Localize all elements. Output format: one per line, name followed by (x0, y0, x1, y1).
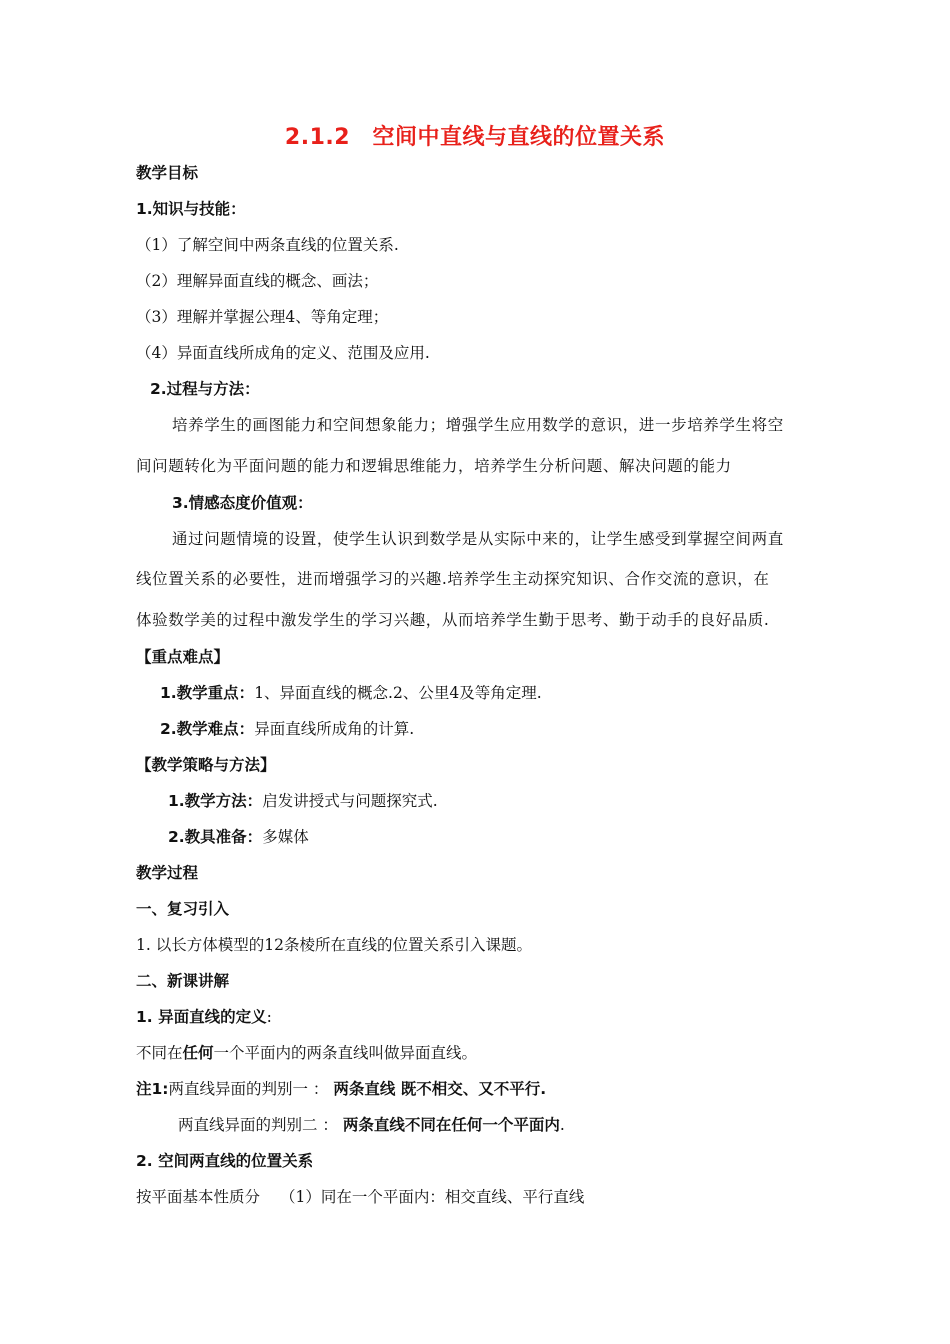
knowledge-item-1: （1）了解空间中两条直线的位置关系. (136, 236, 399, 254)
difficult-point-label: 2.教学难点： (160, 720, 255, 738)
knowledge-item-3: （3）理解并掌握公理4、等角定理； (136, 308, 389, 326)
note-2-emphasis: 两条直线不同在任何一个平面内 (342, 1116, 560, 1134)
teaching-method-label: 1.教学方法： (168, 792, 263, 810)
note-2-text: 两直线异面的判别二 ： (178, 1116, 338, 1134)
heading-new-lesson: 二、新课讲解 (136, 972, 230, 990)
section-teaching-process: 教学过程 (136, 864, 199, 882)
note-1-emphasis: 两条直线 既不相交、又不平行. (333, 1080, 547, 1098)
teaching-tools-label: 2.教具准备： (168, 828, 263, 846)
key-point-text: 1、异面直线的概念.2、公里4及等角定理. (254, 684, 542, 702)
process-paragraph-line-1: 培养学生的画图能力和空间想象能力；增强学生应用数学的意识，进一步培养学生将空 (172, 416, 784, 434)
note-1-text: 两直线异面的判别一 ： (168, 1080, 329, 1098)
attitude-paragraph-line-2: 线位置关系的必要性，进而增强学习的兴趣.培养学生主动探究知识、合作交流的意识，在 (136, 570, 770, 588)
definition-heading-line (136, 1007, 816, 1027)
positions-classification-line (136, 1187, 816, 1207)
difficult-point-text: 异面直线所成角的计算. (254, 720, 415, 738)
subsection-attitudes-values: 3.情感态度价值观： (172, 494, 313, 512)
subsection-knowledge-skills: 1.知识与技能： (136, 200, 246, 218)
subsection-process-methods: 2.过程与方法： (150, 380, 260, 398)
positions-classification-item-1: （1）同在一个平面内：相交直线、平行直线 (280, 1188, 585, 1206)
process-paragraph-line-2: 间问题转化为平面问题的能力和逻辑思维能力，培养学生分析问题、解决问题的能力 (136, 457, 732, 475)
note-label: 注1: (136, 1080, 169, 1098)
definition-text-a: 不同在 (136, 1044, 183, 1062)
section-key-difficult-points: 【重点难点】 (136, 648, 230, 666)
teaching-method-text: 启发讲授式与问题探究式. (262, 792, 438, 810)
note-2-line (178, 1115, 858, 1135)
heading-line-positions: 2. 空间两直线的位置关系 (136, 1152, 314, 1170)
definition-colon: : (266, 1008, 272, 1026)
section-strategy-methods: 【教学策略与方法】 (136, 756, 276, 774)
note-1-line (136, 1079, 816, 1099)
review-item-1: 1. 以长方体模型的12条棱所在直线的位置关系引入课题。 (136, 936, 532, 954)
key-point-label: 1.教学重点： (160, 684, 255, 702)
teaching-method-line (168, 791, 848, 811)
definition-text-c: 一个平面内的两条直线叫做异面直线。 (213, 1044, 478, 1062)
section-teaching-goals: 教学目标 (136, 164, 199, 182)
definition-text-line (136, 1043, 816, 1063)
teaching-tools-text: 多媒体 (262, 828, 309, 846)
definition-text-emphasis: 任何 (182, 1044, 214, 1062)
positions-classification-label: 按平面基本性质分 (136, 1188, 261, 1206)
key-point-line (160, 683, 840, 703)
attitude-paragraph-line-3: 体验数学美的过程中激发学生的学习兴趣，从而培养学生勤于思考、勤于动手的良好品质. (136, 611, 770, 629)
heading-review-intro: 一、复习引入 (136, 900, 230, 918)
knowledge-item-2: （2）理解异面直线的概念、画法； (136, 272, 379, 290)
knowledge-item-4: （4）异面直线所成角的定义、范围及应用. (136, 344, 430, 362)
difficult-point-line (160, 719, 840, 739)
definition-heading: 1. 异面直线的定义 (136, 1008, 267, 1026)
attitude-paragraph-line-1: 通过问题情境的设置，使学生认识到数学是从实际中来的，让学生感受到掌握空间两直 (172, 530, 784, 548)
page-title: 2.1.2 空间中直线与直线的位置关系 (284, 125, 666, 150)
teaching-tools-line (168, 827, 848, 847)
note-2-period: . (559, 1116, 565, 1134)
